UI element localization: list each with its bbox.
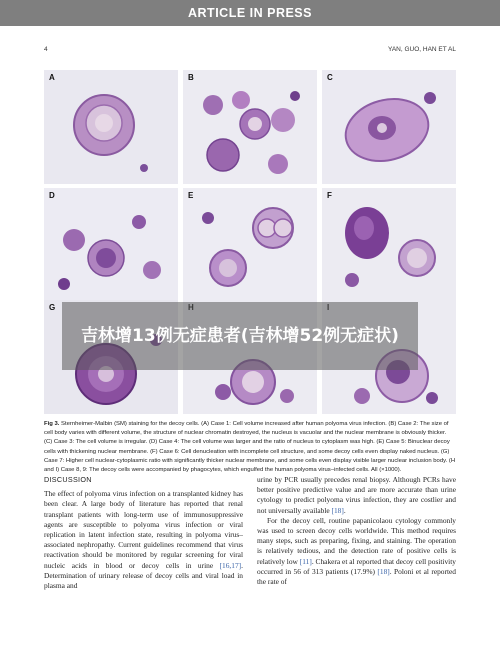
reference-link[interactable]: [16,17]: [219, 560, 242, 570]
panel-label-e: E: [188, 191, 194, 200]
page-number: 4: [44, 46, 48, 53]
article-in-press-banner: ARTICLE IN PRESS: [0, 0, 500, 26]
overlay-text: 吉林增13例无症患者(吉林增52例无症状): [81, 326, 399, 346]
panel-b: [183, 70, 317, 184]
discussion-paragraph-2: [257, 516, 456, 587]
panel-label-f: F: [327, 191, 332, 200]
panel-label-b: B: [188, 73, 194, 82]
micrograph-e: [183, 188, 317, 302]
panel-f: [322, 188, 456, 302]
figure-label: Fig 3.: [44, 421, 60, 427]
panel-label-d: D: [49, 191, 55, 200]
micrograph-b: [183, 70, 317, 184]
discussion-text: . Determination of urinary release of decoy cells and viral load in plasma and: [44, 560, 243, 591]
discussion-text: For the decoy cell, routine papanicolaou cytology commonly was used to screen decoy cells worldwide. This method requires many steps, such as preparing, fixing, and staining. The operation is relatively tedious, and the detection rate of positive cells is relatively low: [257, 515, 456, 566]
micrograph-c: [322, 70, 456, 184]
discussion-heading: DISCUSSION: [44, 475, 92, 484]
discussion-text: urine by PCR usually precedes renal biopsy. Although PCRs have better positive predictive value and are more accurate than urine cytology to predict polyoma virus infection, they are costlier and not universally available: [257, 475, 456, 515]
panel-label-c: C: [327, 73, 333, 82]
discussion-text: . Chakera et al reported that decoy cell positivity occurred in 56 of 313 patients (17.9%): [257, 556, 456, 576]
panel-d: [44, 188, 178, 302]
panel-c: [322, 70, 456, 184]
discussion-paragraph-1-cont: [257, 475, 456, 516]
discussion-left-column: [44, 475, 243, 591]
reference-link[interactable]: [18]: [377, 566, 390, 576]
caption-text: Sternheimer-Malbin (SM) staining for the decoy cells. (A) Case 1: Cell volume increased after human polyoma virus infection. (B) Case 2: The size of cell body varies with different volume, the structure of nuclear chromatin destroyed, the nucleus is vacuolar and the nuclear membrane is obviously thicker. (C) Case 3: The cell volume is irregular. (D) Case 4: The cell volume was larger and the ratio of nucleus to cytoplasm was high. (E) Case 5: Binuclear decoy cells with thickening nuclear membrane. (F) Case 6: Cell denucleation with incomplete cell structure, and some decoy cells even display naked nucleus. (G) Case 7: Higher cell nuclear-cytoplasmic ratio with significantly thicker nuclear membrane, and some cells even display visible larger nuclear inclusion body. (H and I) Case 8, 9: The decoy cells were accompanied by phagocytes, which engulfed the human polyoma virus–infected cells. All (×1000).: [44, 421, 456, 474]
panel-a: [44, 70, 178, 184]
reference-link[interactable]: [11]: [299, 556, 312, 566]
running-head: [44, 46, 456, 53]
figure-caption: [44, 420, 456, 475]
panel-label-g: G: [49, 303, 56, 312]
discussion-right-column: [257, 475, 456, 587]
discussion-paragraph-1: [44, 489, 243, 591]
panel-label-a: A: [49, 73, 55, 82]
micrograph-a: [44, 70, 178, 184]
authors-header: YAN, GUO, HAN ET AL: [387, 46, 456, 53]
discussion-text: The effect of polyoma virus infection on a transplanted kidney has been clear. A large body of literature has reported that renal transplant patients with long-term use of immunosuppressive agents are susceptible to polyoma virus infection or viral replication in latent infection state, resulting in polyoma virus–associated nephropathy. Current guidelines recommend that virus reactivation should be monitored by regular screening for viral nucleic acids in blood or decoy cells in urine: [44, 489, 243, 570]
overlay-watermark-caption: [62, 302, 418, 370]
reference-link[interactable]: [18]: [331, 505, 344, 515]
discussion-text: .: [343, 505, 346, 515]
micrograph-f: [322, 188, 456, 302]
micrograph-d: [44, 188, 178, 302]
discussion-text: . Poloni et al reported the rate of: [257, 566, 456, 587]
panel-e: [183, 188, 317, 302]
